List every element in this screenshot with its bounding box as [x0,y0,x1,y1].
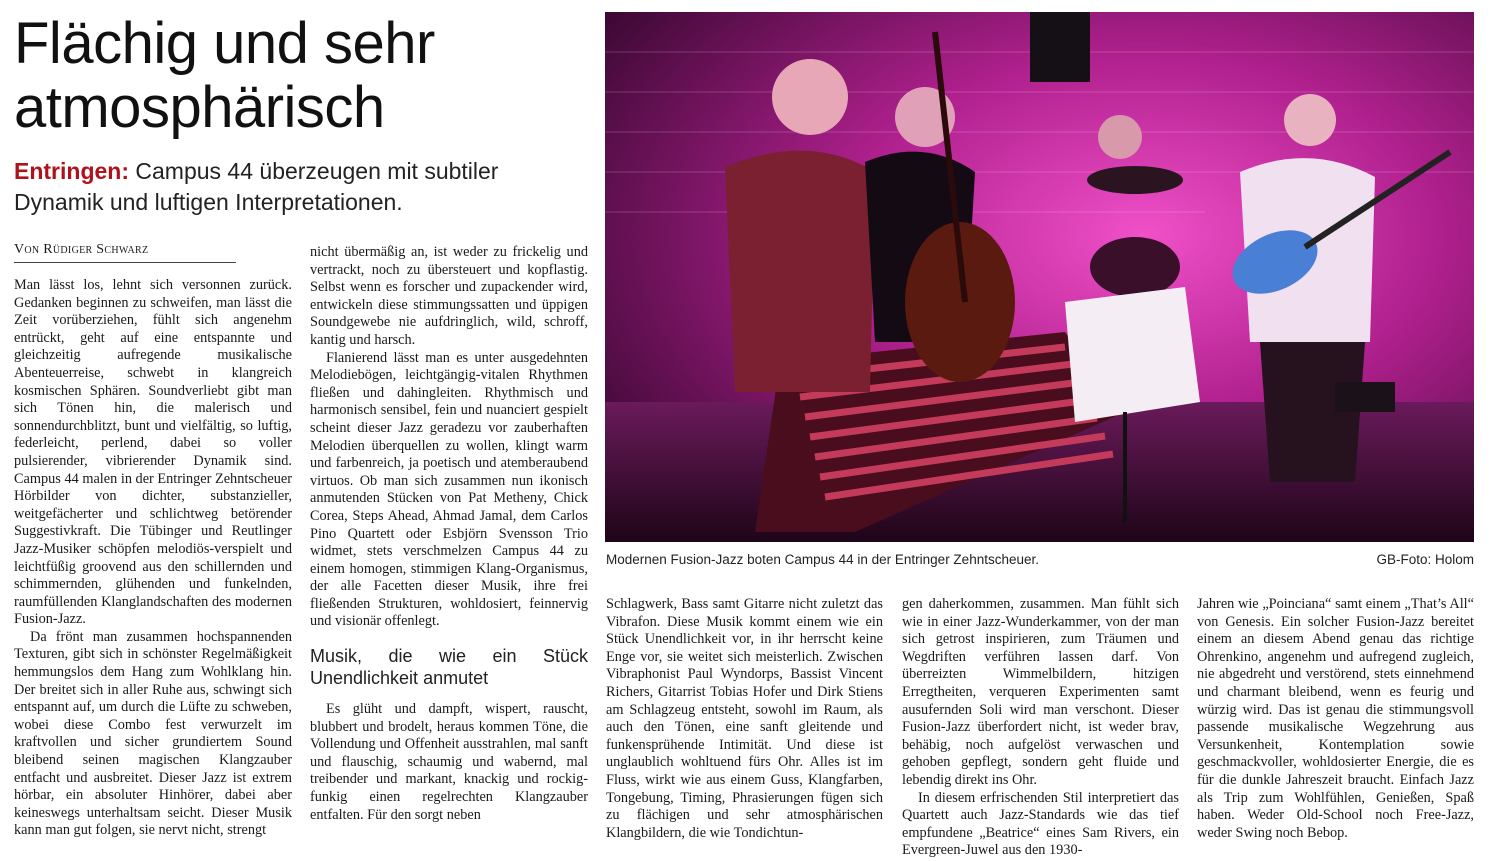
amplifier [1335,382,1395,412]
text-column-5 [1197,596,1474,861]
paragraph: nicht übermäßig an, ist weder zu frickelig und vertrackt, noch zu übersteuert und kopflastig. Selbst wenn es forscher und zupackender wird, entwickeln diese stimmungssatten und üppigen Soundgewebe nie aufdringlich, wild, schroff, kantig und harsch. [310,244,588,348]
article-headline [14,12,594,140]
text-column-3 [606,596,883,861]
article-subheadline [14,156,594,218]
text-column-4 [902,596,1179,861]
intertitle: Musik, die wie ein Stück Unendlichkeit anmutet [310,646,588,689]
paragraph: gen daherkommen, zusammen. Man fühlt sich wie in einer Jazz-Wunderkammer, von der man sich getrost inspirieren, zum Träumen und Wegdriften verführen lassen darf. Von überreizten Wimmelbildern, hitzigen Erregtheiten, verqueren Experimenten samt ausufernden Soli wird man verschont. Dieser Fusion-Jazz überfordert nicht, ist weder brav, behäbig, noch aufgelöst verwaschen und gehoben gepflegt, sondern geht fluide und lebendig direkt ins Ohr. [902,596,1179,788]
paragraph: In diesem erfrischenden Stil interpretiert das Quartett auch Jazz-Standards wie das tief empfundene „Beatrice“ eines Sam Rivers, ein Evergreen-Juwel aus den 1930- [902,789,1179,859]
byline: Von Rüdiger Schwarz [14,241,236,263]
dateline-place: Entringen: [14,158,129,184]
photo-caption: Modernen Fusion-Jazz boten Campus 44 in der Entringer Zehntscheuer. [606,552,1039,567]
band-photo-illustration [605,12,1474,542]
subhead-line-2: Dynamik und luftigen Interpretationen. [14,189,403,215]
paragraph: Schlagwerk, Bass samt Gitarre nicht zuletzt das Vibrafon. Diese Musik kommt einem wie ein Stück Unendlichkeit vor, in ihr herrscht keine Enge vor, sie weitet sich meisterlich. Zwischen Vibraphonist Paul Wyndorps, Bassist Vincent Richers, Gitarrist Tobias Hofer und Dirk Stiens am Schlagzeug entsteht, sowohl im Raum, als auch den Tönen, eine sanft gleitende und funkensprühende Intimität. Und diese ist unglaublich wohltuend fürs Ohr. Alles ist im Fluss, wirkt wie aus einem Guss, Klangfarben, Tongebung, Timing, Phrasierungen fügen sich zu flächigen und sehr atmosphärischen Klangbildern, die wie Tondichtun- [606,596,883,841]
subhead-line-1: Campus 44 überzeugen mit subtiler [129,158,499,184]
paragraph: Jahren wie „Poinciana“ samt einem „That’s All“ von Genesis. Ein solcher Fusion-Jazz bereitet einem an diesem Abend genau das richtige Ohrenkino, angenehm und aufregend zugleich, nie abgedreht und verstörend, stets einnehmend und charmant bleibend, wenn es feurig und würzig wird. Das ist genau die stimmungsvoll passende musikalische Wegzehrung aus Versunkenheit, Kontemplation sowie geschmackvoller, wohldosierter Energie, die es für die dunkle Jahreszeit braucht. Einfach Jazz als Trip zum Wohlfühlen, Genießen, Spaß haben. Weder Old-School noch Free-Jazz, weder Swing noch Bebop. [1197,596,1474,841]
text-column-1 [14,277,292,861]
headline-line-1: Flächig und sehr [14,11,435,76]
text-column-2 [310,244,588,861]
speaker [1030,12,1090,82]
paragraph: Flanierend lässt man es unter ausgedehnten Melodiebögen, leichtgängig-vitalen Rhythmen fließen und dahingleiten. Rhythmisch und harmonisch sensibel, fein und nuanciert gespielt scheint dieser Jazz geradezu vor zauberhaften Melodien überquellen zu wollen, klingt warm und farbenreich, ja poetisch und atemberaubend virtuos. Ob man sich zusammen nun ikonisch anmutenden Stücken von Pat Metheny, Chick Corea, Steps Ahead, Ahmad Jamal, dem Carlos Pino Quartett oder Esbjörn Svensson Trio widmet, stets verschmelzen Campus 44 zu einem homogen, stimmigen Klang-Organismus, der alle Facetten dieser Musik, ihre frei fließenden Strukturen, wohldosiert, feinnervig und visionär offenlegt. [310,349,588,630]
band-photo [605,12,1474,542]
photo-credit: GB-Foto: Holom [1376,552,1474,567]
photo-caption-bar [606,551,1474,569]
paragraph: Es glüht und dampft, wispert, rauscht, blubbert und brodelt, heraus kommen Töne, die Vollendung und Offenheit ausstrahlen, mal sanft und flauschig, schaumig und wabernd, mal treibender und markant, knackig und rockig-funkig einen regelrechten Klangzauber entfalten. Für den sorgt neben [310,701,588,823]
paragraph: Man lässt los, lehnt sich versonnen zurück. Gedanken beginnen zu schweifen, man lässt die Zeit vorüberziehen, fühlt sich angenehm entrückt, geht auf eine entspannte und gleichzeitig aufregende musikalische Abenteuerreise, schwebt in klangreich kosmischen Sphären. Soundverliebt gibt man sich Tönen hin, die malerisch und sonnendurchblitzt, bunt und vielfältig, so luftig, federleicht, perlend, dabei so voller pulsierender, vibrierender Dynamik sind. Campus 44 malen in der Entringer Zehntscheuer Hörbilder von dichter, substanzieller, weitgefächerter und schlichtweg betörender Suggestivkraft. Die Tübinger und Reutlinger Jazz-Musiker schöpfen melodiös-verspielt und leichtfüßig groovend aus den schillernden und schimmernden, glühenden und funkelnden, raumfüllenden Klanglandschaften des modernen Fusion-Jazz. [14,277,292,628]
paragraph: Da frönt man zusammen hochspannenden Texturen, gibt sich in schönster Regelmäßigkeit hemmungslos dem Hang zum Wohlklang hin. Der breitet sich in aller Ruhe aus, schwingt sich entspannt auf, um durch die Lüfte zu schweben, wobei diese Combo fest verwurzelt im kraftvollen und sicher grundiertem Sound bleibend seinen magischen Klangzauber entfacht und ausbreitet. Dieser Jazz ist extrem hörbar, ein absoluter Hinhörer, dabei aber keineswegs unterhaltsam seicht. Dieser Musik kann man gut folgen, sie nervt nicht, strengt [14,628,292,839]
headline-line-2: atmosphärisch [14,75,385,140]
